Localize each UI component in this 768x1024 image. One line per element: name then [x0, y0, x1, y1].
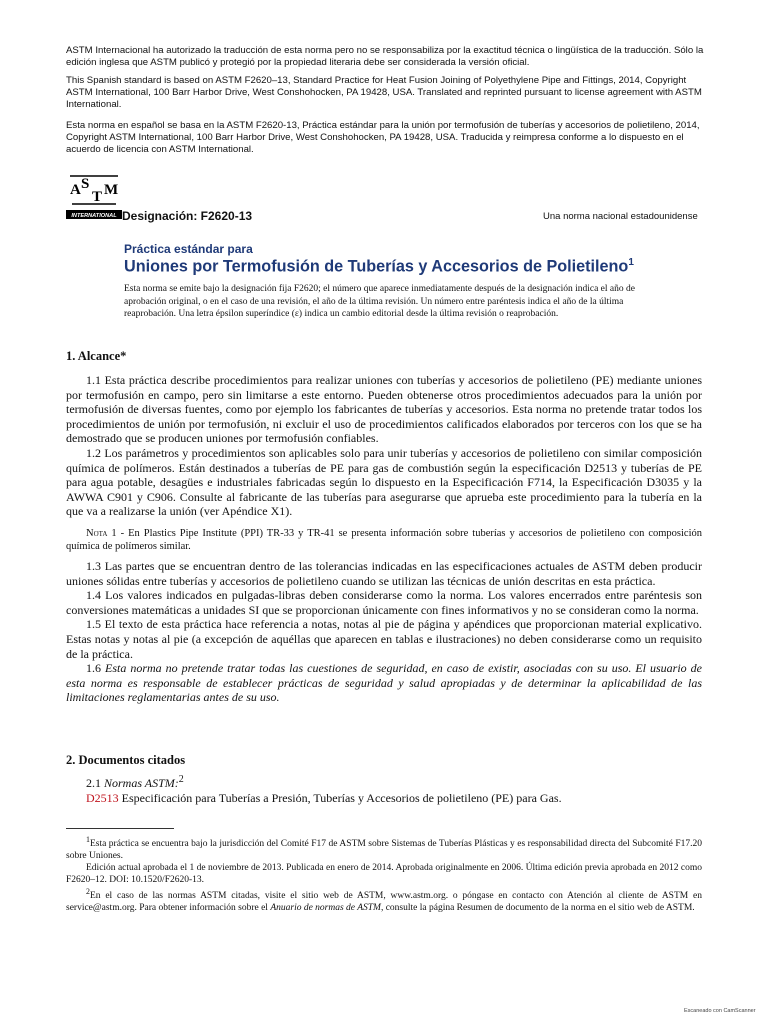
translation-notice-es: ASTM Internacional ha autorizado la traducción de esta norma pero no se responsabiliza por la exactitud técnica o lingüística de la traducción. Sólo la edición inglesa que ASTM publicó y protegió por la propiedad literaria debe ser considerada la versión oficial. [66, 45, 704, 68]
svg-text:A: A [70, 182, 81, 198]
astm-logo [66, 168, 122, 220]
footnote-1-edition: Edición actual aprobada el 1 de noviembre de 2013. Publicada en enero de 2014. Aprobada originalmente en 2006. Última edición previa aprobada en 2012 como F2620–12. DOI: 10.1520/F2620-13. [66, 862, 702, 885]
national-standard-label: Una norma nacional estadounidense [543, 211, 698, 222]
note-1 [66, 527, 702, 553]
paragraph-2-1 [66, 773, 702, 791]
reference-code-link[interactable]: D2513 [86, 790, 119, 805]
section-1-heading: 1. Alcance* [66, 349, 127, 363]
paragraph-1-2: 1.2 Los parámetros y procedimientos son aplicables solo para unir tuberías y accesorios de polietileno con similar composición química de polímeros. Están destinados a tuberías de PE para gas de combustión según la especificación D2513 y tuberías de PE para agua potable, desagües e industriales fabricadas según lo dispuesto en la Especificación F714, la Especificación D3035 y la AWWA C901 y C906. Consulte al fabricante de las tuberías para asegurarse que aprueba este procedimiento para la tubería en la que va a realizarse la unión (ver Apéndice X1). [66, 445, 702, 519]
scanner-watermark: Escaneado con CamScanner [684, 1008, 756, 1014]
standard-title-text: Uniones por Termofusión de Tuberías y Accesorios de Polietileno [124, 257, 629, 276]
svg-text:T: T [92, 189, 103, 205]
standard-title [124, 257, 634, 276]
svg-text:INTERNATIONAL: INTERNATIONAL [71, 213, 117, 219]
paragraph-1-4: 1.4 Los valores indicados en pulgadas-libras deben considerarse como la norma. Los valores encerrados entre paréntesis son conversiones matemáticas a unidades SI que se proporcionan únicamente con fines informativos y no se consideran como la norma. [66, 588, 702, 617]
footnote-2-number: 2 [86, 887, 90, 897]
section-1-body-continued [66, 559, 702, 705]
footnote-1 [66, 834, 702, 863]
translation-notice-en: This Spanish standard is based on ASTM F2620–13, Standard Practice for Heat Fusion Joining of Polyethylene Pipe and Fittings, 2014, Copyright ASTM International, 100 Barr Harbor Drive, West Conshohocken, PA 19428, USA. Translated and reprinted pursuant to license agreement with ASTM International. [66, 75, 702, 110]
paragraph-1-6 [66, 661, 702, 705]
paragraph-2-1-label: Normas ASTM: [104, 776, 179, 790]
svg-text:M: M [104, 182, 119, 198]
note-1-label: Nota 1 [86, 528, 117, 539]
paragraph-1-6-text: Esta norma no pretende tratar todas las cuestiones de seguridad, en caso de existir, asociadas con su uso. El usuario de esta norma es responsable de establecer prácticas de seguridad y salud apropiadas y de determinar la aplicabilidad de las limitaciones reglamentarias antes de su uso. [66, 661, 702, 705]
footnote-2 [66, 886, 702, 915]
designation: Designación: F2620-13 [122, 209, 253, 223]
footnote-divider [66, 828, 174, 829]
footnote-1-text: Esta práctica se encuentra bajo la jurisdicción del Comité F17 de ASTM sobre Sistemas de Tuberías Plásticas y es responsabilidad directa del Subcomité F17.20 sobre Uniones. [66, 839, 702, 861]
title-footnote-marker: 1 [628, 257, 634, 268]
footnotes [66, 834, 702, 915]
paragraph-1-3: 1.3 Las partes que se encuentran dentro de las tolerancias indicadas en las especificaciones actuales de ASTM deben producir uniones sólidas entre tuberías y accesorios de polietileno cuando se utilizan las técnicas de unión descritas en esta práctica. [66, 559, 702, 588]
section-2-body [66, 773, 702, 805]
paragraph-1-6-number: 1.6 [86, 661, 105, 676]
paragraph-2-1-number: 2.1 [86, 776, 104, 790]
note-1-text: - En Plastics Pipe Institute (PPI) TR-33 y TR-41 se presenta información sobre tuberías y accesorios de polietileno con composición química de polímeros similar. [66, 528, 702, 552]
footnote-2-marker: 2 [178, 774, 184, 785]
reference-d2513 [66, 791, 702, 806]
designation-note: Esta norma se emite bajo la designación fija F2620; el número que aparece inmediatamente después de la designación indica el año de aprobación original, o en el caso de una revisión, el año de la última revisión. Un número entre paréntesis indica el año de la última reaprobación. Una letra épsilon superíndice (ε) indica un cambio editorial desde la última revisión o reaprobación. [124, 284, 635, 319]
paragraph-1-1: 1.1 Esta práctica describe procedimientos para realizar uniones con tuberías y accesorios de polietileno (PE) mediante uniones por termofusión en campo, pero sin limitarse a este entorno. Pueden obtenerse otros procedimientos adecuados para la unión por termofusión de diversas fuentes, como por ejemplo los fabricantes de tuberías y accesorios. Esta norma no pretende tratar todos los procedimientos de unión por termofusión, ni excluir el uso de procedimientos calificados elaborados por terceros con los que se ha demostrado que se producen uniones por termofusión confiables. [66, 373, 702, 446]
footnote-2-text-b: , consulte la página Resumen de documento de la norma en el sitio web de ASTM. [380, 903, 695, 914]
standard-type: Práctica estándar para [124, 242, 253, 256]
paragraph-1-5: 1.5 El texto de esta práctica hace referencia a notas, notas al pie de página y apéndices que proporcionan material explicativo. Estas notas y notas al pie (a excepción de aquéllas que aparecen en tablas e ilustraciones) no deben considerarse como un requisito de la práctica. [66, 617, 702, 661]
section-1-body [66, 373, 702, 519]
footnote-1-number: 1 [86, 835, 90, 844]
translation-notice-es-2: Esta norma en español se basa en la ASTM F2620-13, Práctica estándar para la unión por termofusión de tuberías y accesorios de polietileno, 2014, Copyright ASTM International, 100 Barr Harbor Drive, West Conshohocken, PA 19428, USA. Traducida y reimpresa conforme a lo dispuesto en el acuerdo de licencia con ASTM International. [66, 120, 700, 155]
footnote-2-italic: Anuario de normas de ASTM [270, 903, 381, 914]
section-2-heading: 2. Documentos citados [66, 753, 186, 767]
svg-text:S: S [81, 176, 90, 192]
footnote-2-text-a: En el caso de las normas ASTM citadas, visite el sitio web de ASTM, www.astm.org. o póngase en contacto con Atención al cliente de ASTM en service@astm.org. Para obtener información sobre el [66, 891, 702, 914]
reference-description: Especificación para Tuberías a Presión, Tuberías y Accesorios de polietileno (PE) para Gas. [118, 790, 562, 805]
